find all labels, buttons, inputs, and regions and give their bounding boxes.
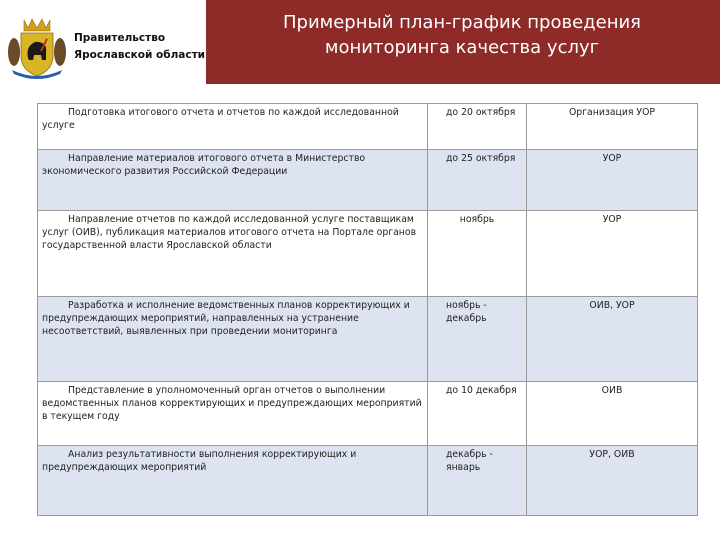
task-text: Представление в уполномоченный орган отчетов о выполнении ведомственных планов корректирующих и предупреждающих мероприятий в текущем году — [42, 385, 422, 422]
task-cell — [38, 297, 428, 382]
term-cell — [428, 211, 527, 297]
term-cell — [428, 297, 527, 382]
responsible-text: УОР, ОИВ — [589, 449, 635, 460]
task-text: Направление материалов итогового отчета в Министерство экономического развития Российской Федерации — [42, 153, 366, 177]
responsible-text: УОР — [602, 214, 622, 225]
task-cell — [38, 382, 428, 446]
responsible-cell — [527, 104, 698, 150]
government-title — [74, 30, 205, 64]
table-row — [38, 382, 698, 446]
responsible-text: ОИВ — [601, 385, 623, 396]
table-row — [38, 446, 698, 516]
coat-of-arms-icon — [6, 14, 68, 80]
term-cell — [428, 382, 527, 446]
table-row — [38, 150, 698, 211]
responsible-cell — [527, 150, 698, 211]
task-cell — [38, 150, 428, 211]
gov-line-1: Правительство — [74, 32, 166, 44]
page-title-line-2: мониторинга качества услуг — [324, 37, 600, 58]
task-text: Разработка и исполнение ведомственных планов корректирующих и предупреждающих мероприятий, направленных на устранение несоответствий, выявленных при проведении мониторинга — [42, 300, 410, 337]
term-cell — [428, 446, 527, 516]
task-cell — [38, 446, 428, 516]
task-text: Подготовка итогового отчета и отчетов по каждой исследованной услуге — [42, 107, 399, 131]
task-cell — [38, 211, 428, 297]
term-text: до 25 октября — [446, 153, 516, 164]
table-row — [38, 211, 698, 297]
term-text: ноябрь - декабрь — [446, 300, 487, 324]
responsible-cell — [527, 297, 698, 382]
responsible-cell — [527, 446, 698, 516]
term-text: ноябрь — [459, 214, 495, 225]
page-title — [222, 10, 702, 60]
term-text: до 20 октября — [446, 107, 516, 118]
schedule-table — [37, 103, 698, 516]
term-cell — [428, 104, 527, 150]
task-text: Анализ результативности выполнения корректирующих и предупреждающих мероприятий — [42, 449, 357, 473]
table-row — [38, 297, 698, 382]
page-title-line-1: Примерный план-график проведения — [282, 12, 641, 33]
term-text: до 10 декабря — [446, 385, 517, 396]
responsible-text: УОР — [602, 153, 622, 164]
term-text: декабрь - январь — [446, 449, 493, 473]
term-cell — [428, 150, 527, 211]
table-row — [38, 104, 698, 150]
responsible-text: Организация УОР — [568, 107, 656, 118]
responsible-cell — [527, 211, 698, 297]
gov-line-2: Ярославской области — [74, 49, 206, 61]
task-cell — [38, 104, 428, 150]
task-text: Направление отчетов по каждой исследованной услуге поставщикам услуг (ОИВ), публикация материалов итогового отчета на Портале органов государственной власти Ярославской области — [42, 214, 417, 251]
responsible-text: ОИВ, УОР — [589, 300, 635, 311]
responsible-cell — [527, 382, 698, 446]
